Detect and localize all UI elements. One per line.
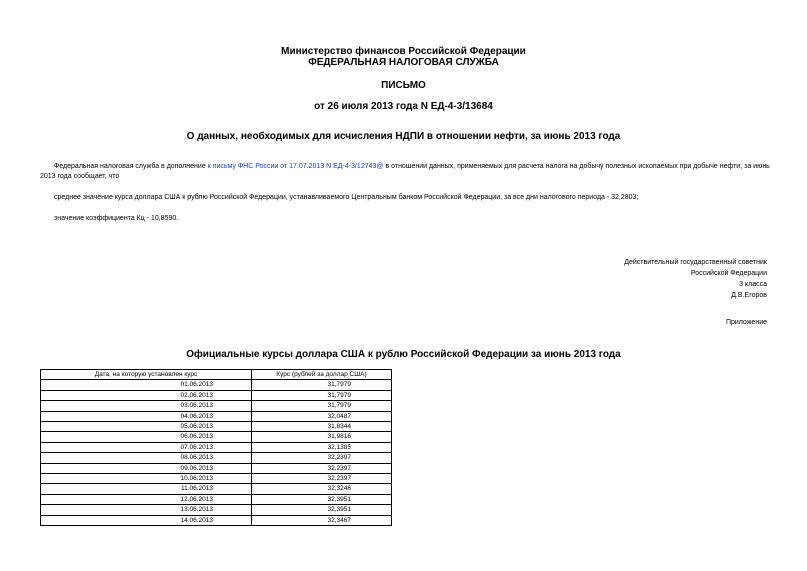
signature-line-1: Действительный государственный советник — [624, 259, 767, 266]
rate-value-cell: 32,2397 — [252, 474, 392, 484]
rate-value-cell: 32,2397 — [252, 453, 392, 463]
table-row — [41, 484, 392, 494]
rate-date-cell: 06.06.2013 — [41, 432, 252, 442]
rate-date-cell: 02.06.2013 — [41, 390, 252, 400]
rate-value-cell: 32,3467 — [252, 515, 392, 525]
table-row — [41, 453, 392, 463]
rate-date-cell: 13.06.2013 — [41, 505, 252, 515]
rate-date-cell: 05.06.2013 — [41, 422, 252, 432]
appendix-label: Приложение — [725, 319, 767, 326]
document-subject: О данных, необходимых для исчисления НДПИ в отношении нефти, за июнь 2013 года — [186, 131, 621, 142]
table-row — [41, 390, 392, 400]
table-row — [41, 515, 392, 525]
paragraph-intro-start: Федеральная налоговая служба в дополнение — [54, 163, 208, 170]
signature-line-3: 3 класса — [739, 281, 767, 288]
rate-value-cell: 32,1385 — [252, 442, 392, 452]
paragraph-intro — [40, 162, 770, 182]
rate-value-cell: 32,2397 — [252, 463, 392, 473]
rate-date-cell: 10.06.2013 — [41, 474, 252, 484]
paragraph-coefficient: значение коэффициента Кц - 10,8590. — [54, 215, 179, 222]
paragraph-intro-end: в отношении данных, применяемых для расчета налога на добычу полезных ископаемых при добыче нефти, за июнь 2013 года сообщает, что — [40, 163, 770, 180]
rate-date-cell: 11.06.2013 — [41, 484, 252, 494]
rate-value-cell: 31,9816 — [252, 432, 392, 442]
document-date-number: от 26 июля 2013 года N ЕД-4-3/13684 — [314, 101, 493, 112]
table-row — [41, 380, 392, 390]
table-row — [41, 505, 392, 515]
table-row — [41, 494, 392, 504]
rate-date-cell: 12.06.2013 — [41, 494, 252, 504]
rate-date-cell: 09.06.2013 — [41, 463, 252, 473]
service-title: ФЕДЕРАЛЬНАЯ НАЛОГОВАЯ СЛУЖБА — [308, 57, 499, 68]
table-row — [41, 442, 392, 452]
rate-value-cell: 31,7979 — [252, 390, 392, 400]
table-body — [41, 380, 392, 526]
reference-letter-link[interactable]: к письму ФНС России от 17.07.2013 N ЕД-4-3/12743@ — [207, 163, 384, 170]
rate-value-cell: 31,7979 — [252, 401, 392, 411]
rate-date-cell: 14.06.2013 — [41, 515, 252, 525]
signature-block — [467, 257, 767, 301]
rate-value-cell: 31,7979 — [252, 380, 392, 390]
table-row — [41, 422, 392, 432]
rate-date-cell: 04.06.2013 — [41, 411, 252, 421]
table-title: Официальные курсы доллара США к рублю Российской Федерации за июнь 2013 года — [186, 349, 621, 360]
rate-value-cell: 32,3246 — [252, 484, 392, 494]
table-row — [41, 432, 392, 442]
rate-value-cell: 32,3951 — [252, 505, 392, 515]
ministry-title: Министерство финансов Российской Федерации — [281, 46, 526, 57]
rate-value-cell: 32,3951 — [252, 494, 392, 504]
column-header-rate: Курс (рублей за доллар США) — [252, 370, 392, 380]
document-type: ПИСЬМО — [381, 80, 426, 91]
rate-date-cell: 08.06.2013 — [41, 453, 252, 463]
table-header-row — [41, 370, 392, 380]
exchange-rates-table — [40, 369, 392, 526]
table-row — [41, 401, 392, 411]
rate-value-cell: 32,0487 — [252, 411, 392, 421]
table-row — [41, 474, 392, 484]
table-row — [41, 463, 392, 473]
rate-date-cell: 07.06.2013 — [41, 442, 252, 452]
signature-line-2: Российской Федерации — [690, 270, 767, 277]
rate-date-cell: 03.06.2013 — [41, 401, 252, 411]
table-row — [41, 411, 392, 421]
rate-date-cell: 01.06.2013 — [41, 380, 252, 390]
column-header-date: Дата, на которую установлен курс — [41, 370, 252, 380]
signature-name: Д.В.Егоров — [731, 292, 767, 299]
rate-value-cell: 31,8344 — [252, 422, 392, 432]
paragraph-average-rate: среднее значение курса доллара США к рублю Российской Федерации, устанавливаемого Центральным банком Российской Федерации, за все дни налогового периода - 32,2803; — [54, 194, 639, 201]
